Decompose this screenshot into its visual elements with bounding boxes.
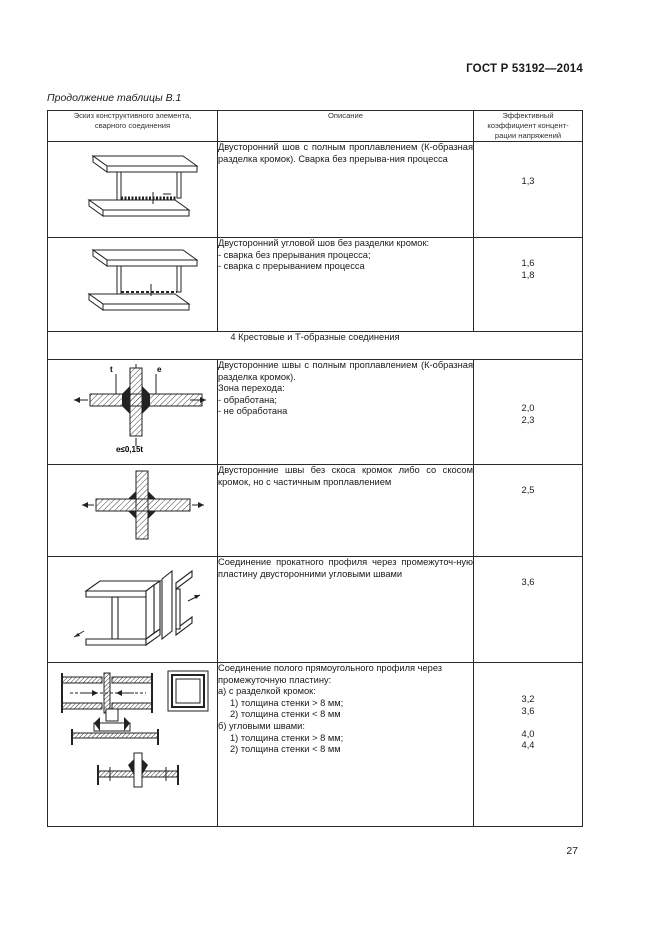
table-row [48, 557, 583, 663]
rolled-profile-intermediate-plate-sketch [58, 557, 208, 653]
description-line: - сварка без прерывания процесса; [218, 249, 371, 260]
description-cell [218, 360, 474, 465]
sketch-formula: e≤0,15t [115, 445, 143, 454]
section-title: 4 Крестовые и Т-образные соединения [48, 332, 583, 360]
t-joint-fillet-weld-sketch [63, 238, 203, 318]
table-caption: Продолжение таблицы В.1 [47, 92, 182, 104]
table-row [48, 663, 583, 827]
sketch-cell [48, 663, 218, 827]
description-line: 1) толщина стенки > 8 мм; [230, 732, 344, 743]
coefficient-cell [474, 238, 583, 332]
description-cell [218, 663, 474, 827]
coefficient-value: 4,0 [521, 728, 535, 739]
description-cell [218, 557, 474, 663]
page-number: 27 [566, 845, 578, 857]
sketch-cell [48, 557, 218, 663]
sketch-label-t: t [109, 365, 113, 374]
table-header-row [48, 111, 583, 142]
coefficient-cell [474, 557, 583, 663]
description-line: Соединение прокатного профиля через промежуточ-ную пластину двусторонними угловыми швами [218, 557, 473, 579]
sketch-cell [48, 465, 218, 557]
coefficient-value: 4,4 [521, 740, 535, 751]
description-line: - обработана; [218, 394, 278, 405]
cruciform-joint-full-penetration-sketch [58, 360, 208, 455]
t-joint-full-penetration-sketch [63, 142, 203, 224]
coefficient-cell [474, 465, 583, 557]
table-row [48, 465, 583, 557]
description-line: Двусторонний угловой шов без разделки кромок: [218, 238, 430, 248]
standard-number: ГОСТ Р 53192—2014 [466, 63, 583, 75]
description-line: б) угловыми швами: [218, 720, 305, 731]
description-line: - сварка с прерыванием процесса [218, 261, 365, 272]
description-line: Зона перехода: [218, 383, 285, 394]
sketch-cell [48, 238, 218, 332]
description-line: 2) толщина стенки < 8 мм [230, 744, 341, 755]
description-line: 2) толщина стенки < 8 мм [230, 709, 341, 720]
coefficient-value: 1,3 [521, 176, 535, 186]
coefficient-value: 2,5 [521, 485, 535, 495]
description-cell [218, 142, 474, 238]
table-row [48, 142, 583, 238]
description-line: а) с разделкой кромок: [218, 686, 316, 697]
sketch-cell [48, 360, 218, 465]
coefficient-value: 3,6 [521, 705, 535, 716]
coefficient-value: 1,8 [521, 269, 535, 280]
cruciform-joint-partial-penetration-sketch [58, 465, 208, 545]
coefficient-value: 2,0 [521, 403, 535, 413]
hollow-section-intermediate-plate-sketch [50, 669, 215, 799]
column-header-coefficient: Эффективный коэффициент концент-рации напряжений [474, 111, 583, 142]
description-line: Соединение полого прямоугольного профиля через промежуточную пластину: [218, 663, 443, 685]
column-header-sketch: Эскиз конструктивного элемента, сварного соединения [48, 111, 218, 142]
coefficient-value: 3,2 [521, 694, 535, 704]
stress-concentration-table [47, 110, 583, 827]
column-header-description: Описание [218, 111, 474, 142]
section-row [48, 332, 583, 360]
description-line: Двусторонние швы без скоса кромок либо со скосом кромок, но с частичным проплавлением [218, 465, 473, 487]
description-line: Двусторонние швы с полным проплавлением (К-образная разделка кромок). [218, 360, 473, 382]
description-cell [218, 238, 474, 332]
coefficient-cell [474, 142, 583, 238]
table-row [48, 360, 583, 465]
description-line: - не обработана [218, 406, 288, 417]
description-line: Двусторонний шов с полным проплавлением (К-образная разделка кромок). Сварка без прерыва-ния процесса [218, 142, 473, 164]
coefficient-value: 2,3 [521, 414, 535, 425]
table-row [48, 238, 583, 332]
coefficient-cell [474, 663, 583, 827]
coefficient-value: 1,6 [521, 258, 535, 268]
coefficient-cell [474, 360, 583, 465]
coefficient-value: 3,6 [521, 577, 535, 587]
sketch-label-e: e [156, 365, 161, 374]
description-cell [218, 465, 474, 557]
description-line: 1) толщина стенки > 8 мм; [230, 697, 344, 708]
sketch-cell [48, 142, 218, 238]
